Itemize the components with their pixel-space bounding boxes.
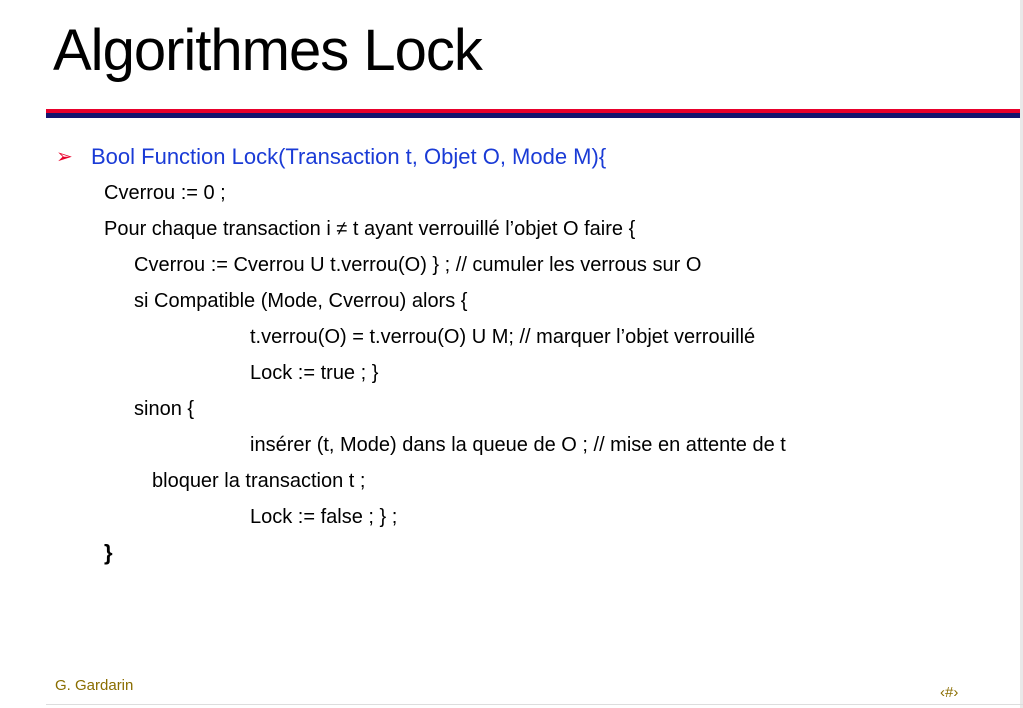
code-line: Lock := false ; } ;: [250, 506, 398, 528]
arrow-bullet-icon: ➢: [56, 146, 73, 168]
code-line: Pour chaque transaction i ≠ t ayant verrouillé l’objet O faire {: [104, 218, 636, 240]
code-line: insérer (t, Mode) dans la queue de O ; // mise en attente de t: [250, 434, 786, 456]
closing-brace: }: [104, 540, 113, 565]
code-line: sinon {: [134, 398, 195, 420]
slide-title: Algorithmes Lock: [53, 18, 482, 83]
code-line: bloquer la transaction t ;: [152, 470, 366, 492]
code-line: t.verrou(O) = t.verrou(O) U M; // marquer l’objet verrouillé: [250, 326, 756, 348]
code-line: Cverrou := 0 ;: [104, 182, 226, 204]
code-line: Cverrou := Cverrou U t.verrou(O) } ; // cumuler les verrous sur O: [134, 254, 702, 276]
footer-author: G. Gardarin: [55, 677, 134, 694]
code-line: Lock := true ; }: [250, 362, 379, 384]
footer-divider: [46, 704, 1023, 705]
title-underline-blue: [46, 113, 1023, 118]
code-line: si Compatible (Mode, Cverrou) alors {: [134, 290, 468, 312]
slide-number: ‹#›: [940, 684, 959, 701]
function-signature: Bool Function Lock(Transaction t, Objet O, Mode M){: [91, 144, 607, 169]
